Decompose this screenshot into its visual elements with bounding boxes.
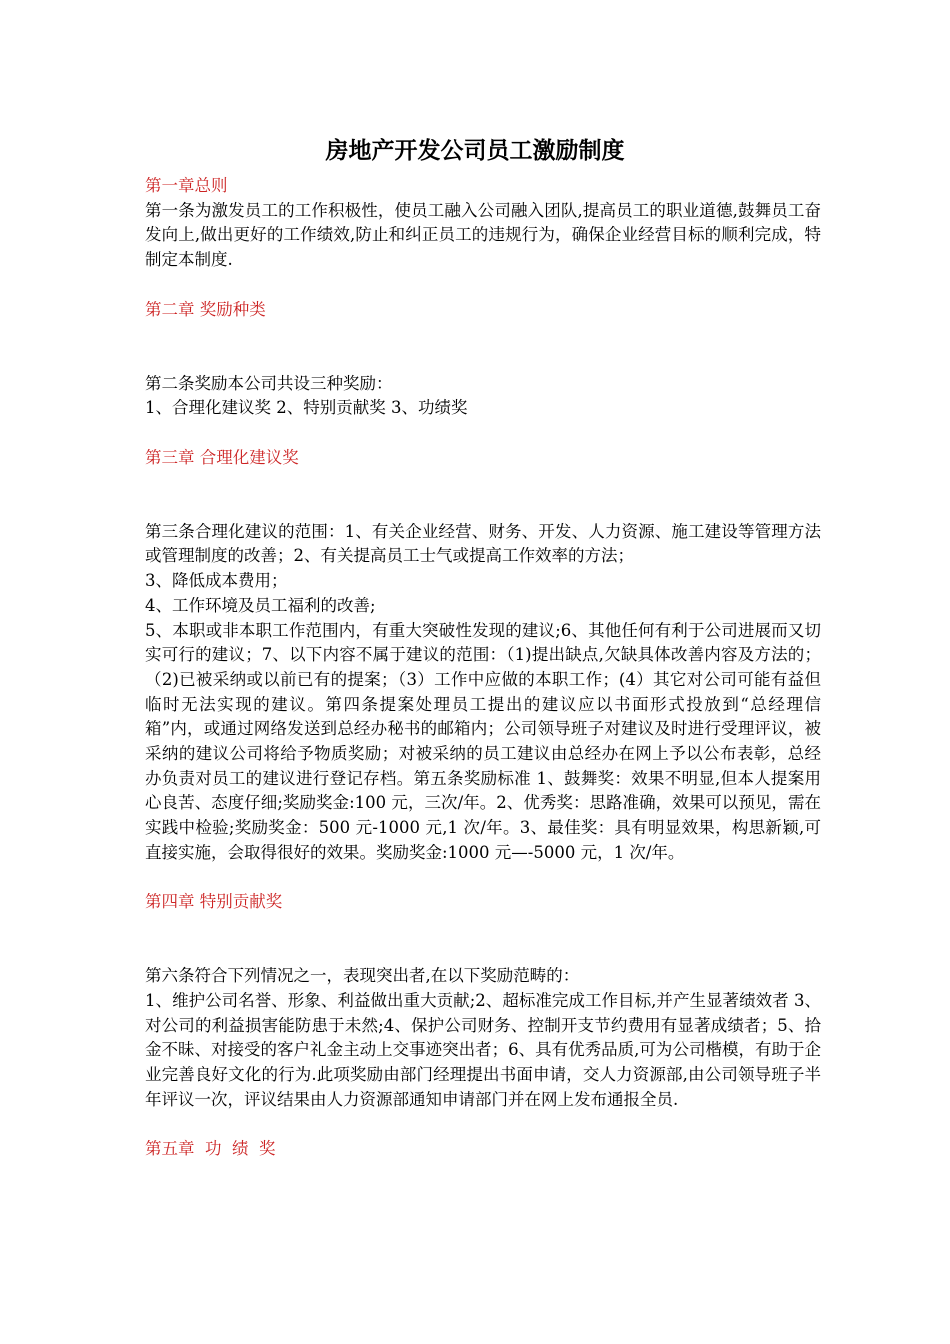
chapter-2-heading: 第二章 奖励种类 bbox=[145, 299, 266, 319]
spacer bbox=[145, 866, 821, 891]
spacer bbox=[145, 1113, 821, 1138]
chapter-5-heading: 第五章 功 绩 奖 bbox=[145, 1139, 276, 1159]
chapter-4-heading: 第四章 特别贡献奖 bbox=[145, 892, 283, 912]
spacer bbox=[145, 322, 821, 347]
article-1-paragraph: 第一条为激发员工的工作积极性，使员工融入公司融入团队,提高员工的职业道德,鼓舞员工奋发向上,做出更好的工作绩效,防止和纠正员工的违规行为，确保企业经营目标的顺利完成，特制定本制度. bbox=[145, 200, 821, 270]
spacer bbox=[145, 347, 821, 372]
award-types-list: 1、合理化建议奖 2、特别贡献奖 3、功绩奖 bbox=[145, 398, 468, 418]
article-6-paragraph: 第六条符合下列情况之一，表现突出者,在以下奖励范畴的： bbox=[145, 966, 580, 986]
suggestion-item-5-paragraph: 5、本职或非本职工作范围内，有重大突破性发现的建议;6、其他任何有利于公司进展而又切实可行的建议；7、以下内容不属于建议的范围：（1)提出缺点,欠缺具体改善内容及方法的；（2)已被采纳或以前已有的提案；（3）工作中应做的本职工作；(4）其它对公司可能有益但临时无法实现的建议。第四条提案处理员工提出的建议应以书面形式投放到“总经理信箱”内，或通过网络发送到总经办秘书的邮箱内；公司领导班子对建议及时进行受理评议，被采纳的建议公司将给予物质奖励；对被采纳的员工建议由总经办在网上予以公布表彰，总经办负责对员工的建议进行登记存档。第五条奖励标准 1、鼓舞奖：效果不明显,但本人提案用心良苦、态度仔细;奖励奖金:100 元，三次/年。2、优秀奖：思路准确，效果可以预见，需在实践中检验;奖励奖金：500 元-1000 元,1 次/年。3、最佳奖：具有明显效果，构思新颖,可直接实施，会取得很好的效果。奖励奖金:1000 元—-5000 元，1 次/年。 bbox=[145, 620, 821, 862]
document-title: 房地产开发公司员工激励制度 bbox=[325, 137, 625, 164]
spacer bbox=[145, 273, 821, 298]
chapter-3-heading: 第三章 合理化建议奖 bbox=[145, 447, 299, 467]
suggestion-item-3: 3、降低成本费用； bbox=[145, 571, 288, 591]
document-body bbox=[145, 174, 821, 1162]
spacer bbox=[145, 915, 821, 940]
chapter-1-heading: 第一章总则 bbox=[145, 176, 228, 195]
spacer bbox=[145, 470, 821, 495]
spacer bbox=[145, 940, 821, 965]
article-2-paragraph: 第二条奖励本公司共设三种奖励： bbox=[145, 373, 393, 393]
spacer bbox=[145, 421, 821, 446]
special-contribution-paragraph: 1、维护公司名誉、形象、利益做出重大贡献;2、超标准完成工作目标,并产生显著绩效者 3、对公司的利益损害能防患于未然;4、保护公司财务、控制开支节约费用有显著成绩者；5、拾金不昧、对接受的客户礼金主动上交事迹突出者；6、具有优秀品质,可为公司楷模，有助于企业完善良好文化的行为.此项奖励由部门经理提出书面申请，交人力资源部,由公司领导班子半年评议一次，评议结果由人力资源部通知申请部门并在网上发布通报全员. bbox=[145, 991, 821, 1109]
suggestion-item-4: 4、工作环境及员工福利的改善; bbox=[145, 595, 376, 615]
article-3-paragraph: 第三条合理化建议的范围：1、有关企业经营、财务、开发、人力资源、施工建设等管理方法或管理制度的改善；2、有关提高员工士气或提高工作效率的方法； bbox=[145, 521, 821, 566]
spacer bbox=[145, 495, 821, 520]
